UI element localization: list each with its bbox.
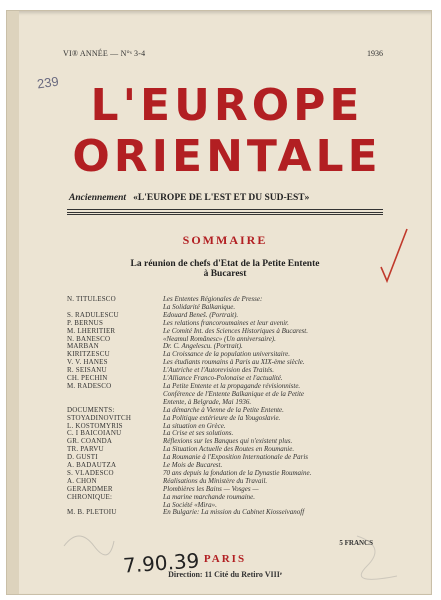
toc-article: La Petite Entente et la propagande révisionniste. — [163, 381, 301, 390]
toc-author: CHRONIQUE: — [67, 492, 113, 501]
toc-article: La Roumanie à l'Exposition Internationale de Paris — [163, 453, 308, 462]
toc-article: La démarche à Vienne de la Petite Entente. — [163, 405, 284, 414]
issue-number: VI® ANNÉE — N°ˢ 3-4 — [63, 49, 146, 58]
toc-article: La Crise et ses solutions. — [163, 429, 234, 438]
toc-article: La Solidarité Balkanique. — [163, 302, 236, 311]
toc-article: «Neamul Românesc» (Un anniversaire). — [163, 334, 276, 343]
toc-article: La Société «Mira». — [163, 500, 217, 509]
toc-author: M. LHERITIER — [67, 326, 116, 335]
toc-author: L. KOSTOMYRIS — [67, 421, 123, 430]
divider-rule — [67, 209, 383, 210]
toc-author: MARBAN — [67, 342, 99, 351]
toc-author: S. VLADESCO — [67, 468, 114, 477]
toc-author — [67, 391, 163, 399]
toc-article: La Situation Actuelle des Routes en Roumanie. — [163, 445, 295, 454]
toc-author: N. BANESCO — [67, 334, 111, 343]
sommaire-title: SOMMAIRE — [182, 233, 268, 247]
toc-article: La marine marchande roumaine. — [163, 492, 256, 501]
toc-author: M. RADESCO — [67, 381, 112, 390]
toc-article: En Bulgarie: La mission du Cabinet Kiosseivanoff — [163, 508, 305, 517]
toc-article: La Politique extérieure de la Yougoslavie. — [163, 413, 281, 422]
subtitle-label: Anciennement — [69, 193, 127, 203]
faded-pencil-scribble — [347, 526, 407, 586]
sommaire-headline — [67, 259, 383, 280]
toc-author: A. CHON — [67, 476, 97, 485]
toc-article: Les relations francoroumaines et leur avenir. — [163, 318, 289, 327]
issue-year: 1936 — [367, 49, 383, 58]
toc-article: Plombières les Bains — Vosges — — [163, 484, 259, 493]
toc-article: Les Ententes Régionales de Presse: — [163, 295, 263, 303]
faded-pencil-scribble — [59, 516, 119, 576]
toc-author: D. GUSTI — [67, 453, 98, 462]
sommaire-headline-line-1: La réunion de chefs d'Etat de la Petite Entente — [130, 259, 320, 269]
toc-author: STOYADINOVITCH — [67, 413, 132, 422]
toc-author: V. V. HANES — [67, 358, 108, 367]
toc-author: C. I BAICOIANU — [67, 429, 122, 438]
title-line-2: ORIENTALE — [72, 131, 382, 182]
title-line-1: L'EUROPE — [90, 80, 364, 131]
toc-article: Réflexions sur les Banques qui n'existent plus. — [163, 437, 293, 446]
handwritten-price: 7.90.39 — [122, 548, 201, 578]
publication-address: Direction: 11 Cité du Retiro VIIIᵉ — [168, 570, 282, 579]
toc-author: M. B. PLETOIU — [67, 508, 117, 517]
toc-author: N. TITULESCO — [67, 295, 116, 303]
toc-article: L'Autriche et l'Autorevision des Traités. — [163, 366, 275, 375]
toc-article: Dr. C. Angelescu. (Portrait). — [163, 342, 243, 351]
toc-article: La situation en Grèce. — [163, 421, 226, 430]
toc-article: Les étudiants roumains à Paris au XIX-ème siècle. — [163, 358, 305, 367]
toc-article: Edouard Beneš. (Portrait). — [163, 310, 239, 319]
toc-author: R. SEISANU — [67, 366, 107, 375]
cover-spine — [7, 11, 19, 594]
price: 5 FRANCS — [339, 539, 373, 547]
toc-author: A. BADAUTZA — [67, 461, 117, 470]
toc-article: La Croissance de la population universitaire. — [163, 350, 291, 359]
subtitle-text: «L'EUROPE DE L'EST ET DU SUD-EST» — [133, 193, 310, 203]
toc-author: KIRITZESCU — [67, 350, 110, 359]
toc-author: DOCUMENTS: — [67, 405, 115, 414]
table-of-contents — [67, 296, 387, 517]
toc-article: Entente, à Belgrade, Mai 1936. — [163, 397, 252, 406]
toc-article: Le Mois de Bucarest. — [163, 461, 223, 470]
pencil-mark: 239 — [36, 73, 60, 92]
toc-article: L'Alliance Franco-Polonaise et l'actualité. — [163, 374, 283, 383]
toc-author: GERARDMER — [67, 484, 113, 493]
toc-author: TR. PARVU — [67, 445, 104, 454]
toc-article: 70 ans depuis la fondation de la Dynastie Roumaine. — [163, 468, 312, 477]
divider-rule — [67, 214, 383, 215]
toc-author: P. BERNUS — [67, 318, 104, 327]
red-check-mark — [379, 225, 409, 285]
toc-article: Réalisations du Ministère du Travail. — [163, 476, 268, 485]
toc-article: Le Comité Int. des Sciences Historiques à Bucarest. — [163, 326, 308, 335]
publication-city: PARIS — [203, 553, 247, 565]
sommaire-headline-line-2: à Bucarest — [203, 269, 247, 280]
subtitle — [69, 193, 309, 203]
toc-author: GR. COANDA — [67, 437, 113, 446]
toc-author: CH. PECHIN — [67, 374, 108, 383]
divider-rule — [67, 212, 383, 213]
magazine-cover — [6, 10, 432, 595]
toc-author: S. RADULESCU — [67, 310, 119, 319]
toc-article: Conférence de l'Entente Balkanique et de la Petite — [163, 389, 304, 398]
toc-row — [67, 494, 387, 502]
